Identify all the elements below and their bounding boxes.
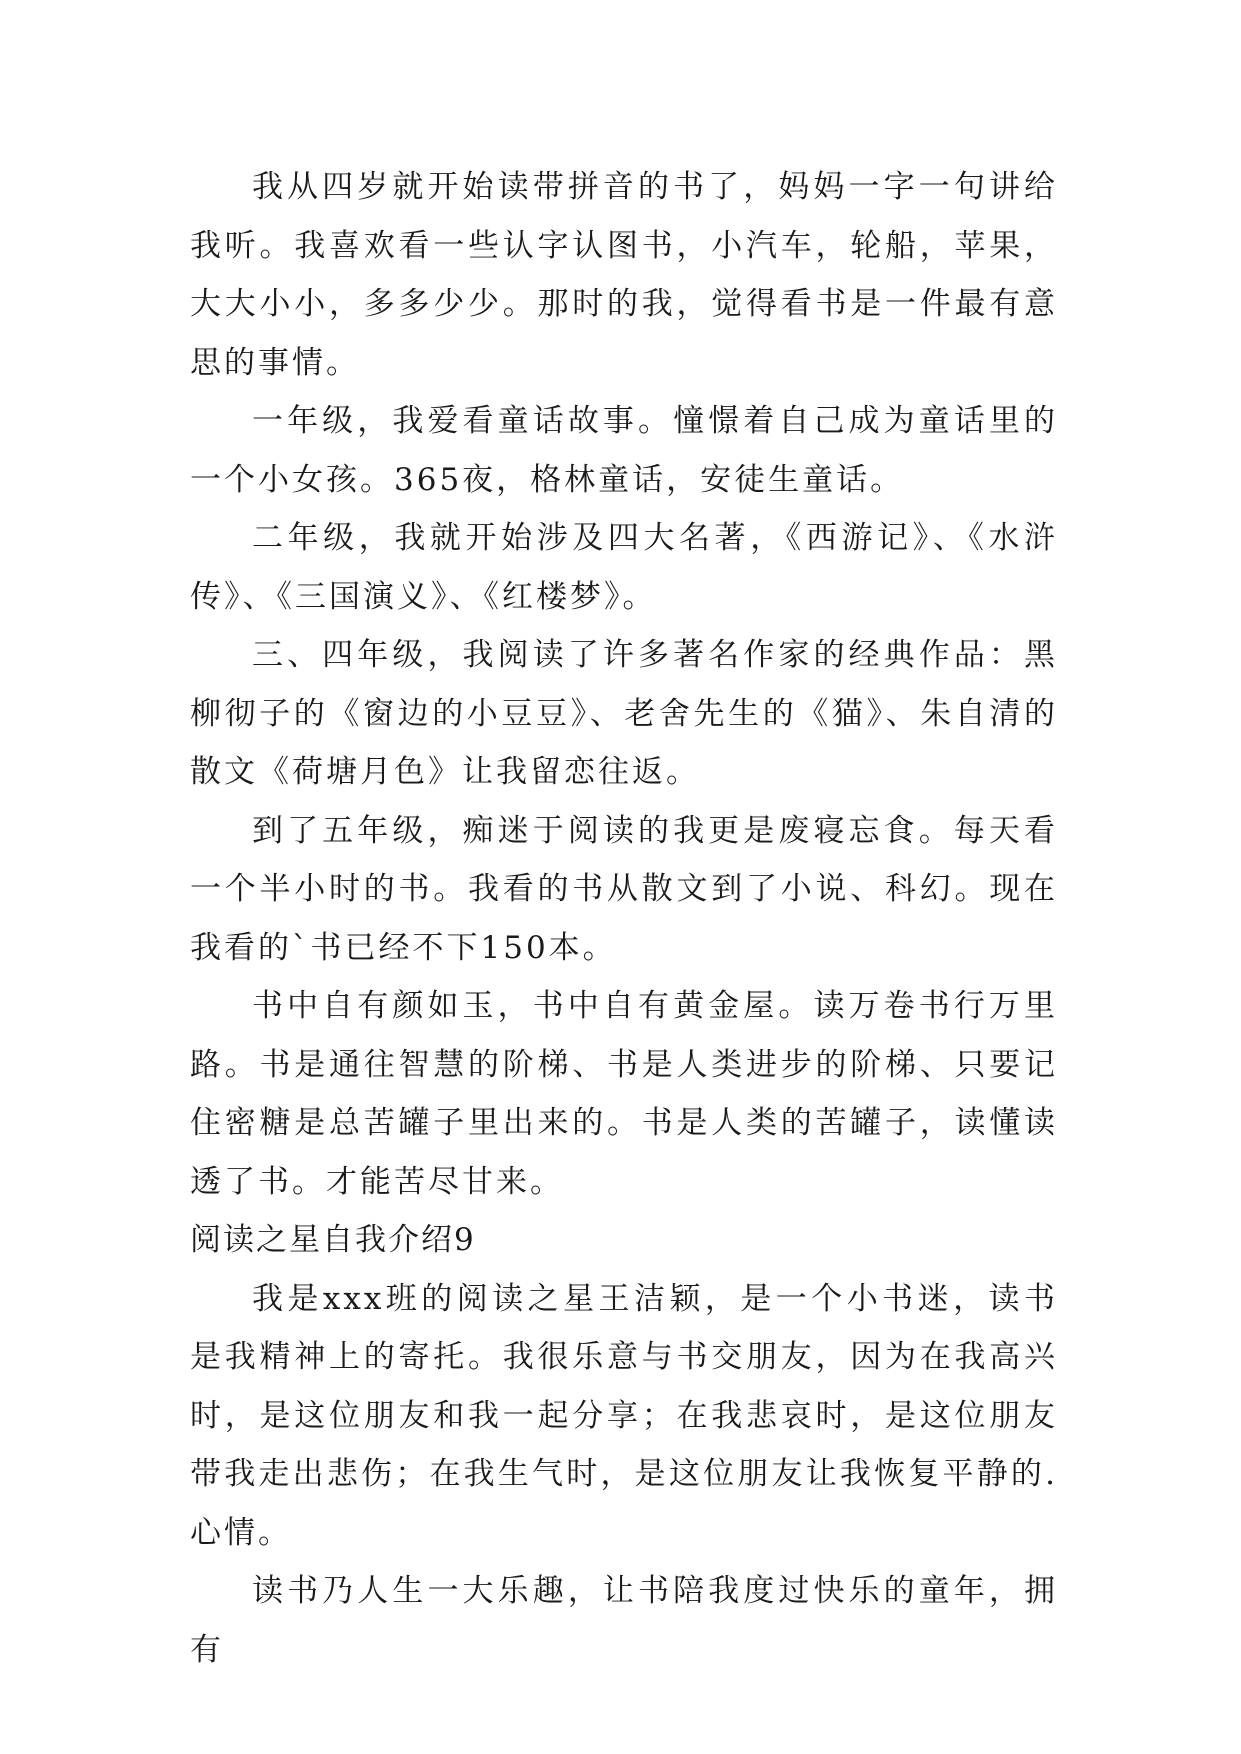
paragraph-3: 二年级，我就开始涉及四大名著，《西游记》、《水浒传》、《三国演义》、《红楼梦》。 (190, 520, 1058, 615)
paragraph-8: 读书乃人生一大乐趣，让书陪我度过快乐的童年，拥有 (190, 1573, 1058, 1668)
paragraph-2: 一年级，我爱看童话故事。憧憬着自己成为童话里的一个小女孩。365夜，格林童话，安徒生童话。 (190, 403, 1058, 498)
document-body (190, 158, 1058, 1679)
paragraph-5: 到了五年级，痴迷于阅读的我更是废寝忘食。每天看一个半小时的书。我看的书从散文到了小说、科幻。现在我看的`书已经不下150本。 (190, 812, 1058, 966)
section-heading: 阅读之星自我介绍9 (190, 1222, 476, 1258)
paragraph-6: 书中自有颜如玉，书中自有黄金屋。读万卷书行万里路。书是通往智慧的阶梯、书是人类进步的阶梯、只要记住密糖是总苦罐子里出来的。书是人类的苦罐子，读懂读透了书。才能苦尽甘来。 (190, 988, 1058, 1200)
paragraph-1: 我从四岁就开始读带拼音的书了，妈妈一字一句讲给我听。我喜欢看一些认字认图书，小汽车，轮船，苹果，大大小小，多多少少。那时的我，觉得看书是一件最有意思的事情。 (190, 169, 1058, 381)
paragraph-7: 我是xxx班的阅读之星王洁颖，是一个小书迷，读书是我精神上的寄托。我很乐意与书交朋友，因为在我高兴时，是这位朋友和我一起分享；在我悲哀时，是这位朋友带我走出悲伤；在我生气时，是这位朋友让我恢复平静的.心情。 (190, 1280, 1058, 1551)
paragraph-4: 三、四年级，我阅读了许多著名作家的经典作品：黑柳彻子的《窗边的小豆豆》、老舍先生的《猫》、朱自清的散文《荷塘月色》让我留恋往返。 (190, 637, 1058, 790)
